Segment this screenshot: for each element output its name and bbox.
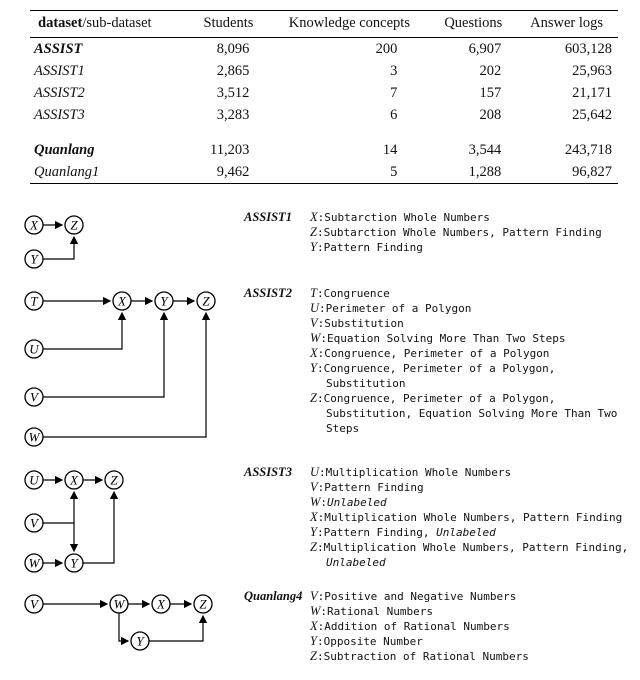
cell-students: 2,865 xyxy=(216,62,250,79)
table-header-row xyxy=(30,11,618,38)
quanlang4-graph xyxy=(14,589,244,653)
node-letter: Z xyxy=(202,293,210,309)
header-knowledge-concepts: Knowledge concepts xyxy=(267,11,431,38)
cell-concepts: 6 xyxy=(390,106,398,123)
cell-concepts: 5 xyxy=(390,163,398,180)
edge-w-y xyxy=(119,613,128,641)
assist1-graph xyxy=(14,210,244,272)
edge-y-z xyxy=(83,492,114,563)
legend-entry: W:Equation Solving More Than Two Steps xyxy=(310,331,566,345)
legend-entry: Z:Congruence, Perimeter of a Polygon, Substitution, Equation Solving More Than Two Steps xyxy=(310,391,618,435)
node-letter: X xyxy=(157,596,165,612)
legend-entry: U:Multiplication Whole Numbers xyxy=(310,465,512,479)
node-letter: U xyxy=(29,341,39,357)
cell-logs: 25,963 xyxy=(572,62,612,79)
edge-u-x xyxy=(43,313,122,349)
legend-assist1 xyxy=(244,210,640,255)
assist2-graph xyxy=(14,286,244,451)
legend-entry: V:Pattern Finding xyxy=(310,480,424,494)
legend-assist3 xyxy=(244,465,640,570)
cell-students: 11,203 xyxy=(210,141,250,158)
table-row xyxy=(30,60,618,82)
edge-v-y xyxy=(43,313,164,397)
diagram-assist1 xyxy=(14,210,640,272)
legend-entry: X:Multiplication Whole Numbers, Pattern Finding xyxy=(310,510,623,524)
node-letter: Y xyxy=(30,251,38,267)
edge-y-z xyxy=(149,616,203,641)
cell-dataset-name: ASSIST xyxy=(34,40,83,57)
legend-entry: T:Congruence xyxy=(310,286,390,300)
legend-entry: V:Substitution xyxy=(310,316,404,330)
assist3-graph xyxy=(14,465,244,575)
node-letter: Y xyxy=(136,633,144,649)
node-letter: Y xyxy=(160,293,168,309)
concept-graphs-section xyxy=(14,210,640,664)
cell-logs: 25,642 xyxy=(572,106,612,123)
header-questions: Questions xyxy=(431,11,515,38)
cell-concepts: 3 xyxy=(390,62,398,79)
cell-logs: 21,171 xyxy=(572,84,612,101)
header-students: Students xyxy=(189,11,267,38)
legend-title: ASSIST1 xyxy=(244,210,292,224)
legend-entry: Y:Pattern Finding, Unlabeled xyxy=(310,525,496,539)
legend-entry: Y:Congruence, Perimeter of a Polygon, Substitution xyxy=(310,361,556,390)
cell-questions: 3,544 xyxy=(468,141,502,158)
node-letter: Z xyxy=(110,472,118,488)
node-letter: W xyxy=(28,429,40,445)
dataset-stats-table xyxy=(30,10,618,184)
cell-students: 3,283 xyxy=(216,106,250,123)
legend-entry: Z:Multiplication Whole Numbers, Pattern Finding, Unlabeled xyxy=(310,540,629,569)
legend-entry: Y:Pattern Finding xyxy=(310,240,423,254)
cell-dataset-name: ASSIST2 xyxy=(34,84,85,101)
table-spacer-row xyxy=(30,126,618,139)
legend-entry: Z:Subtraction of Rational Numbers xyxy=(310,649,529,663)
legend-title: ASSIST2 xyxy=(244,286,292,300)
node-letter: V xyxy=(30,596,38,612)
table-row xyxy=(30,38,618,61)
cell-questions: 1,288 xyxy=(468,163,502,180)
edge-w-z xyxy=(43,313,206,437)
node-letter: X xyxy=(30,217,38,233)
cell-dataset-name: ASSIST1 xyxy=(34,62,85,79)
cell-students: 9,462 xyxy=(216,163,250,180)
node-letter: W xyxy=(113,596,125,612)
node-letter: X xyxy=(70,472,78,488)
cell-logs: 96,827 xyxy=(572,163,612,180)
legend-title: ASSIST3 xyxy=(244,465,292,479)
cell-questions: 6,907 xyxy=(468,40,502,57)
cell-logs: 243,718 xyxy=(564,141,612,158)
node-letter: X xyxy=(118,293,126,309)
cell-dataset-name: ASSIST3 xyxy=(34,106,85,123)
legend-assist2 xyxy=(244,286,640,436)
edge-y-z xyxy=(43,237,74,259)
node-letter: Z xyxy=(199,596,207,612)
cell-concepts: 200 xyxy=(375,40,398,57)
cell-logs: 603,128 xyxy=(564,40,612,57)
legend-entry: U:Perimeter of a Polygon xyxy=(310,301,472,315)
node-letter: T xyxy=(30,293,38,309)
cell-concepts: 14 xyxy=(382,141,398,158)
header-answer-logs: Answer logs xyxy=(515,11,618,38)
node-letter: Z xyxy=(70,217,78,233)
node-letter: Y xyxy=(70,555,78,571)
legend-entry: X:Congruence, Perimeter of a Polygon xyxy=(310,346,550,360)
node-letter: W xyxy=(28,555,40,571)
table-row xyxy=(30,82,618,104)
legend-entry: X:Subtarction Whole Numbers xyxy=(310,210,490,224)
cell-concepts: 7 xyxy=(390,84,398,101)
diagram-quanlang4 xyxy=(14,589,640,664)
legend-entry: Y:Opposite Number xyxy=(310,634,423,648)
node-letter: V xyxy=(30,389,38,405)
diagram-assist3 xyxy=(14,465,640,575)
legend-entry: W:Rational Numbers xyxy=(310,604,434,618)
diagram-assist2 xyxy=(14,286,640,451)
node-letter: V xyxy=(30,515,38,531)
cell-students: 8,096 xyxy=(216,40,250,57)
cell-dataset-name: Quanlang xyxy=(34,141,95,158)
cell-dataset-name: Quanlang1 xyxy=(34,163,100,180)
legend-title: Quanlang4 xyxy=(244,589,303,603)
table-row xyxy=(30,104,618,126)
legend-quanlang4 xyxy=(244,589,640,664)
legend-entry: W:Unlabeled xyxy=(310,495,387,509)
legend-entry: Z:Subtarction Whole Numbers, Pattern Finding xyxy=(310,225,602,239)
table-row xyxy=(30,139,618,161)
cell-questions: 157 xyxy=(479,84,502,101)
node-letter: U xyxy=(29,472,39,488)
cell-questions: 202 xyxy=(479,62,502,79)
cell-questions: 208 xyxy=(479,106,502,123)
cell-students: 3,512 xyxy=(216,84,250,101)
header-dataset: dataset/sub-dataset xyxy=(30,11,189,38)
legend-entry: V:Positive and Negative Numbers xyxy=(310,589,517,603)
legend-entry: X:Addition of Rational Numbers xyxy=(310,619,510,633)
table-row xyxy=(30,161,618,184)
